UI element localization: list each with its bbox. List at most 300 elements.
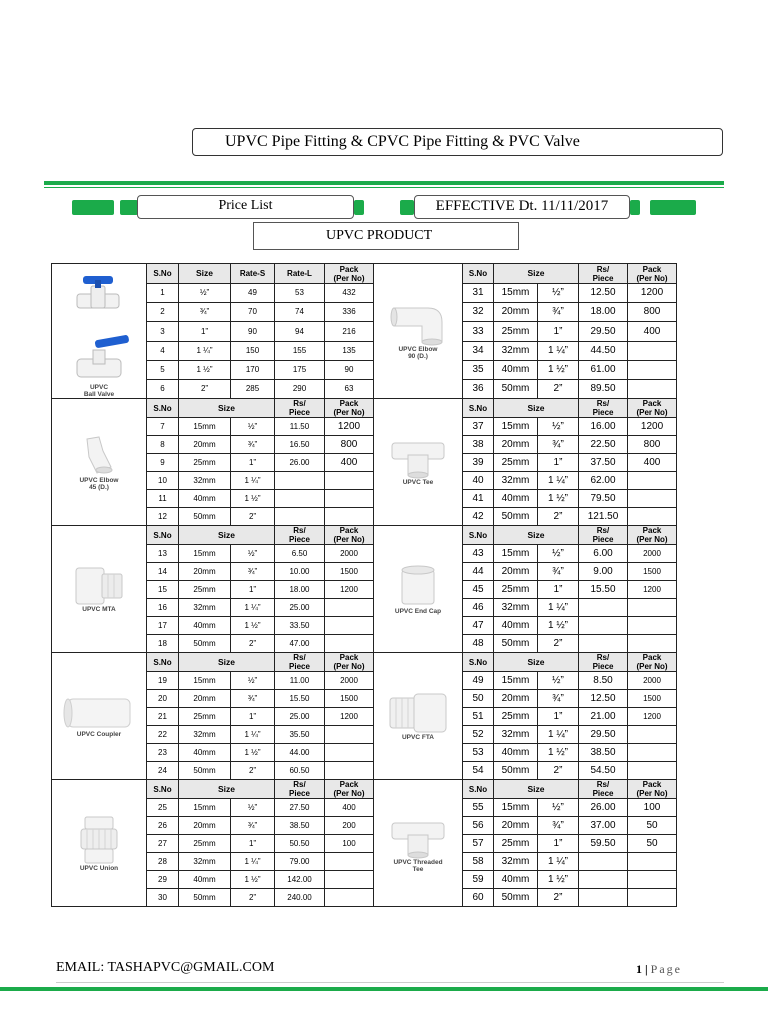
table-cell: 15mm (494, 672, 538, 690)
fta-icon (386, 692, 450, 734)
table-cell: 41 (463, 490, 494, 508)
table-cell: 11.00 (275, 672, 325, 690)
page-num: 1 (636, 962, 642, 976)
table-cell: ½” (538, 418, 579, 436)
table-cell: 170 (231, 360, 275, 379)
table-cell: 37.00 (579, 817, 628, 835)
table-cell: 18.00 (275, 581, 325, 599)
product-caption: Tee (412, 866, 424, 873)
table-cell: 46 (463, 599, 494, 617)
table-cell (325, 599, 374, 617)
header-line: Pack (642, 780, 662, 789)
table-cell: 25mm (179, 581, 231, 599)
union-icon (75, 815, 123, 865)
table-cell: 12 (147, 508, 179, 526)
table-cell: 40mm (494, 490, 538, 508)
table-cell: 200 (325, 817, 374, 835)
table-cell: 59.50 (579, 835, 628, 853)
table-cell: 7 (147, 418, 179, 436)
table-cell (325, 508, 374, 526)
table-cell: 15.50 (579, 581, 628, 599)
table-cell (275, 508, 325, 526)
table-cell: 400 (325, 799, 374, 817)
table-cell: 18.00 (579, 303, 628, 322)
header-line: Pack (339, 526, 359, 535)
table-cell: 60 (463, 889, 494, 907)
ball-valve-icon (69, 264, 129, 384)
table-cell: 25mm (494, 581, 538, 599)
table-cell: 40mm (494, 617, 538, 635)
header-line: Rs/ (293, 653, 306, 662)
mta-icon (72, 566, 126, 606)
table-cell (325, 635, 374, 653)
table-cell: 800 (628, 303, 677, 322)
tee-icon (388, 439, 448, 479)
table-cell (628, 762, 677, 780)
table-cell (325, 744, 374, 762)
table-cell: 1” (231, 835, 275, 853)
table-cell: 50 (628, 835, 677, 853)
table-cell: 50mm (494, 379, 538, 398)
table-cell (275, 472, 325, 490)
table-cell: 20mm (179, 563, 231, 581)
header-line: Rs/ (596, 399, 610, 408)
elbow-90-image (374, 264, 463, 399)
table-cell: ¾” (538, 690, 579, 708)
column-header: S.No (147, 653, 179, 672)
fta-image (374, 653, 463, 780)
table-cell: 26.00 (275, 454, 325, 472)
table-cell: 47 (463, 617, 494, 635)
header-line: (Per No) (636, 535, 668, 544)
table-cell: 25mm (179, 835, 231, 853)
header-line: (Per No) (636, 789, 668, 798)
table-cell: 26 (147, 817, 179, 835)
column-header (628, 780, 677, 799)
column-header: Size (494, 526, 579, 545)
table-cell: 22.50 (579, 436, 628, 454)
product-caption: UPVC Elbow (79, 477, 119, 484)
table-cell: 50 (463, 690, 494, 708)
section-title: UPVC PRODUCT (253, 222, 519, 250)
table-cell: 15mm (494, 545, 538, 563)
column-header (579, 399, 628, 418)
column-header: S.No (463, 780, 494, 799)
column-header (628, 653, 677, 672)
header-row (52, 399, 725, 418)
table-cell: 400 (628, 454, 677, 472)
price-list-label: Price List (137, 195, 354, 219)
table-cell: 3 (147, 322, 179, 341)
table-cell: 2” (231, 635, 275, 653)
table-cell: 40mm (494, 360, 538, 379)
table-cell: ¾” (231, 436, 275, 454)
table-cell: 15mm (179, 545, 231, 563)
table-cell: 15mm (179, 672, 231, 690)
header-line: Pack (642, 264, 662, 274)
table-cell: 2” (231, 889, 275, 907)
table-cell: 25mm (179, 708, 231, 726)
table-cell: 58 (463, 853, 494, 871)
header-line: Rs/ (596, 526, 610, 535)
table-cell: 25 (147, 799, 179, 817)
green-block (120, 200, 138, 215)
mta-image (52, 526, 147, 653)
table-cell: 44.00 (275, 744, 325, 762)
table-cell: 29 (147, 871, 179, 889)
table-cell: 1500 (325, 690, 374, 708)
table-cell: 32mm (494, 472, 538, 490)
table-cell: 14 (147, 563, 179, 581)
header-line: Piece (289, 789, 310, 798)
table-cell: ¾” (179, 303, 231, 322)
table-cell (628, 599, 677, 617)
table-cell: 26.00 (579, 799, 628, 817)
product-caption: UPVC (89, 384, 109, 391)
table-cell: ½” (538, 284, 579, 303)
product-caption: UPVC Elbow (398, 346, 438, 353)
table-cell: 32mm (179, 853, 231, 871)
table-cell: 25.00 (275, 599, 325, 617)
table-cell: 50mm (494, 635, 538, 653)
table-cell: 45 (463, 581, 494, 599)
table-cell (325, 726, 374, 744)
product-caption: 90 (D.) (408, 353, 428, 360)
table-cell: 2000 (628, 545, 677, 563)
green-block (630, 200, 640, 215)
table-cell: 49 (463, 672, 494, 690)
column-header: Size (494, 780, 579, 799)
table-cell: 33.50 (275, 617, 325, 635)
table-cell: 57 (463, 835, 494, 853)
table-cell: 155 (275, 341, 325, 360)
effective-date: EFFECTIVE Dt. 11/11/2017 (414, 195, 630, 219)
table-cell (579, 889, 628, 907)
table-cell: 1200 (325, 708, 374, 726)
table-cell: 12.50 (579, 284, 628, 303)
table-cell: 1 ½” (179, 360, 231, 379)
column-header: S.No (463, 653, 494, 672)
table-cell: 16.00 (579, 418, 628, 436)
table-cell: 6 (147, 379, 179, 398)
column-header: Size (179, 780, 275, 799)
table-cell: ½” (538, 799, 579, 817)
column-header: Size (179, 653, 275, 672)
table-cell: ¾” (231, 563, 275, 581)
page-sep: | (645, 962, 648, 976)
header-line: Piece (592, 535, 614, 544)
table-cell: 400 (325, 454, 374, 472)
table-cell: 20mm (179, 436, 231, 454)
tee-image (374, 399, 463, 526)
table-cell (628, 726, 677, 744)
header-line: Rs/ (293, 399, 306, 408)
table-cell: 1200 (325, 418, 374, 436)
table-cell: 15 (147, 581, 179, 599)
table-cell: 15mm (179, 799, 231, 817)
table-cell: 100 (628, 799, 677, 817)
table-cell: 13 (147, 545, 179, 563)
table-cell: 1500 (628, 563, 677, 581)
header-line: Rs/ (293, 780, 306, 789)
header-line: Rs/ (596, 264, 610, 274)
table-cell: 2” (231, 762, 275, 780)
table-cell (628, 341, 677, 360)
table-cell: 20mm (494, 436, 538, 454)
table-cell: 1 ½” (538, 617, 579, 635)
threaded-tee-icon (388, 813, 448, 859)
header-row (52, 653, 725, 672)
table-cell: 55 (463, 799, 494, 817)
table-cell: 1” (538, 708, 579, 726)
table-cell: 44.50 (579, 341, 628, 360)
table-cell: ¾” (538, 436, 579, 454)
column-header (275, 653, 325, 672)
coupler-image (52, 653, 147, 780)
green-footer-bar (0, 987, 768, 991)
footer-rule (56, 982, 724, 983)
table-cell: 32mm (179, 472, 231, 490)
table-cell: 50.50 (275, 835, 325, 853)
product-caption: UPVC Union (79, 864, 119, 872)
table-cell: ½” (231, 799, 275, 817)
header-line: Piece (289, 408, 310, 417)
table-cell: 32mm (494, 726, 538, 744)
table-cell: 50mm (494, 889, 538, 907)
table-cell: 56 (463, 817, 494, 835)
table-cell: 121.50 (579, 508, 628, 526)
table-cell (628, 379, 677, 398)
footer-email: EMAIL: TASHAPVC@GMAIL.COM (56, 960, 275, 975)
table-cell: 1 ¼” (538, 599, 579, 617)
table-cell: 79.50 (579, 490, 628, 508)
column-header: Size (179, 264, 231, 284)
column-header: S.No (147, 780, 179, 799)
table-cell: 21 (147, 708, 179, 726)
header-line: Rs/ (293, 526, 306, 535)
table-cell: 89.50 (579, 379, 628, 398)
table-cell: 1 ½” (538, 744, 579, 762)
table-cell: 1 ½” (538, 360, 579, 379)
table-cell: 40mm (179, 871, 231, 889)
column-header: Size (179, 526, 275, 545)
table-cell (628, 360, 677, 379)
table-cell: 12.50 (579, 690, 628, 708)
table-cell: 90 (325, 360, 374, 379)
column-header: S.No (463, 264, 494, 284)
table-cell: 15mm (494, 284, 538, 303)
column-header (325, 780, 374, 799)
table-cell: ½” (538, 672, 579, 690)
table-cell: 16 (147, 599, 179, 617)
header-line: (Per No) (636, 662, 668, 671)
table-cell: 50 (628, 817, 677, 835)
price-table (51, 263, 725, 907)
table-cell: 50mm (179, 889, 231, 907)
product-caption: UPVC End Cap (394, 607, 442, 615)
table-cell: 25mm (494, 708, 538, 726)
header-line: Pack (339, 780, 359, 789)
table-cell: 20mm (179, 690, 231, 708)
table-cell: 400 (628, 322, 677, 341)
table-cell: 1” (538, 454, 579, 472)
table-cell: 23 (147, 744, 179, 762)
table-cell (579, 635, 628, 653)
table-cell: 100 (325, 835, 374, 853)
table-cell: ¾” (538, 303, 579, 322)
table-cell: 15mm (179, 418, 231, 436)
table-cell: 32mm (494, 341, 538, 360)
table-cell: 432 (325, 284, 374, 303)
column-header: Rate-S (231, 264, 275, 284)
table-cell: 9.00 (579, 563, 628, 581)
table-cell: 2” (538, 379, 579, 398)
table-cell: 47.00 (275, 635, 325, 653)
table-cell: 1” (179, 322, 231, 341)
table-cell: 2” (179, 379, 231, 398)
table-cell: 40mm (494, 744, 538, 762)
table-cell: 43 (463, 545, 494, 563)
header-line: Piece (592, 273, 614, 283)
table-cell: 51 (463, 708, 494, 726)
table-cell: 1 ¼” (231, 599, 275, 617)
table-cell: 2000 (325, 672, 374, 690)
table-cell (628, 871, 677, 889)
header-line: Pack (339, 399, 359, 408)
table-cell: 1 (147, 284, 179, 303)
table-cell (325, 472, 374, 490)
table-cell: 30 (147, 889, 179, 907)
table-cell: 1 ½” (538, 871, 579, 889)
header-line: Piece (592, 408, 614, 417)
table-cell: 42 (463, 508, 494, 526)
column-header (628, 399, 677, 418)
table-cell: ½” (179, 284, 231, 303)
green-block (354, 200, 364, 215)
column-header: S.No (147, 264, 179, 284)
table-cell: 10.00 (275, 563, 325, 581)
header-line: Piece (592, 789, 614, 798)
table-cell: 150 (231, 341, 275, 360)
table-cell: 48 (463, 635, 494, 653)
table-cell: 37.50 (579, 454, 628, 472)
table-cell: ¾” (538, 563, 579, 581)
column-header (275, 399, 325, 418)
table-cell: 5 (147, 360, 179, 379)
table-cell (579, 871, 628, 889)
table-cell: 290 (275, 379, 325, 398)
coupler-icon (62, 695, 136, 731)
table-cell: ¾” (231, 817, 275, 835)
table-cell: 50mm (494, 762, 538, 780)
table-cell: 50mm (179, 508, 231, 526)
column-header (325, 264, 374, 284)
product-caption: UPVC Coupler (76, 730, 122, 738)
table-cell: 175 (275, 360, 325, 379)
table-cell: 28 (147, 853, 179, 871)
table-cell: 1 ¼” (231, 853, 275, 871)
table-cell: 1” (538, 322, 579, 341)
product-caption: UPVC Tee (402, 478, 434, 486)
table-cell: 2” (538, 762, 579, 780)
table-cell: 11.50 (275, 418, 325, 436)
header-line: Rs/ (596, 653, 610, 662)
table-cell (628, 853, 677, 871)
column-header (325, 653, 374, 672)
table-cell: 50mm (179, 762, 231, 780)
elbow-90-icon (388, 302, 448, 346)
table-cell: 1 ¼” (231, 472, 275, 490)
table-cell: 2” (538, 635, 579, 653)
column-header (579, 264, 628, 284)
column-header (275, 780, 325, 799)
table-cell: ½” (231, 545, 275, 563)
table-cell: 37 (463, 418, 494, 436)
table-cell: 285 (231, 379, 275, 398)
column-header: Rate-L (275, 264, 325, 284)
table-cell: 16.50 (275, 436, 325, 454)
table-cell: 2000 (325, 545, 374, 563)
elbow-45-image (52, 399, 147, 526)
column-header: S.No (147, 399, 179, 418)
table-cell: 15mm (494, 799, 538, 817)
table-cell: 27.50 (275, 799, 325, 817)
table-cell: 1 ½” (231, 744, 275, 762)
table-cell: 50mm (179, 635, 231, 653)
table-cell: 25mm (179, 454, 231, 472)
table-cell: 1” (538, 835, 579, 853)
elbow-45-icon (81, 433, 117, 477)
table-cell (628, 472, 677, 490)
table-cell: 1200 (628, 708, 677, 726)
table-cell: 1 ¼” (538, 853, 579, 871)
table-cell: 1 ½” (231, 871, 275, 889)
page-number (636, 962, 682, 977)
column-header: Size (179, 399, 275, 418)
header-line: Pack (642, 526, 662, 535)
union-image (52, 780, 147, 907)
table-cell: 142.00 (275, 871, 325, 889)
table-cell: 32mm (179, 599, 231, 617)
green-block (400, 200, 414, 215)
table-cell (628, 617, 677, 635)
table-cell: 20mm (494, 303, 538, 322)
table-cell: 94 (275, 322, 325, 341)
header-line: (Per No) (333, 408, 365, 417)
table-cell: 63 (325, 379, 374, 398)
table-cell: 32mm (494, 599, 538, 617)
table-cell: 21.00 (579, 708, 628, 726)
table-cell: 34 (463, 341, 494, 360)
header-line: Pack (339, 653, 359, 662)
table-cell: 40 (463, 472, 494, 490)
table-cell: 800 (628, 436, 677, 454)
table-cell: 25mm (494, 322, 538, 341)
table-cell: 40mm (179, 617, 231, 635)
column-header: Size (494, 399, 579, 418)
column-header (325, 526, 374, 545)
header-line: Pack (339, 264, 359, 274)
column-header (579, 780, 628, 799)
header-line: (Per No) (636, 408, 668, 417)
table-cell: 15.50 (275, 690, 325, 708)
table-cell (325, 853, 374, 871)
page-word: Page (650, 962, 682, 976)
product-caption: 45 (D.) (89, 484, 109, 491)
table-cell: 20mm (494, 563, 538, 581)
table-cell: 17 (147, 617, 179, 635)
table-cell: 18 (147, 635, 179, 653)
